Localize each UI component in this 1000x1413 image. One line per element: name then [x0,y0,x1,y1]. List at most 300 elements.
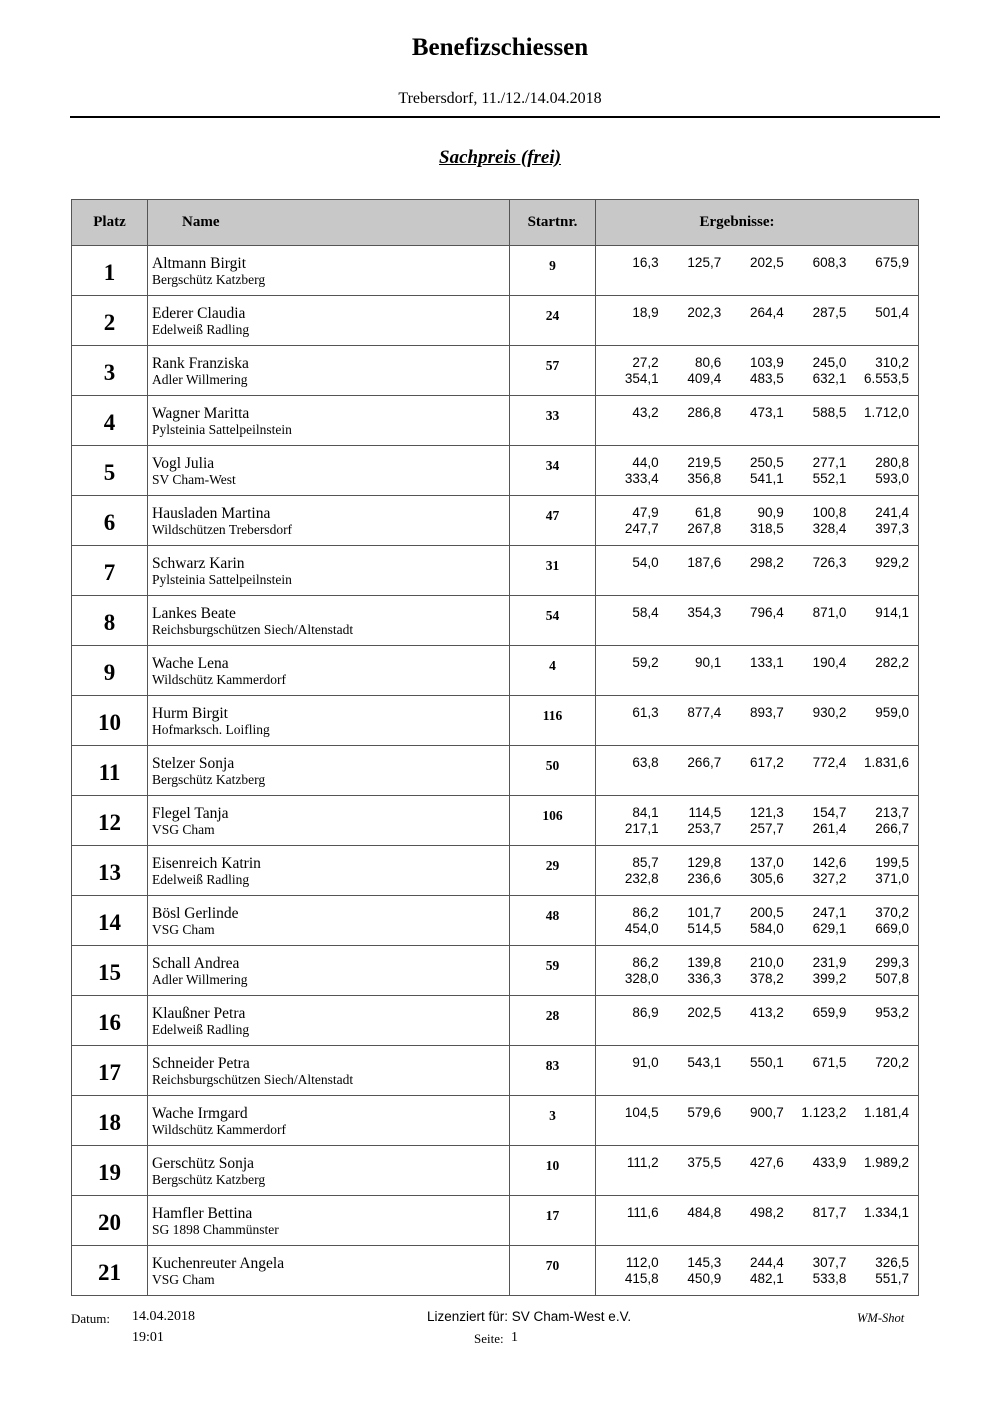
name-cell [148,1046,510,1096]
name-cell [148,996,510,1046]
table-row [72,246,919,296]
results-line [596,521,918,537]
results-line [596,655,918,671]
name-cell [148,796,510,846]
result-value: 593,0 [875,471,909,486]
footer-license: Lizenziert für: SV Cham-West e.V. [427,1309,632,1324]
result-value: 726,3 [812,555,847,570]
rank-cell: 18 [72,1096,148,1146]
rank-cell: 4 [72,396,148,446]
result-value: 871,0 [812,605,847,620]
shooter-name: Vogl Julia [152,455,215,472]
rank-cell: 6 [72,496,148,546]
result-value: 267,8 [687,521,722,536]
table-row [72,646,919,696]
shooter-name: Hausladen Martina [152,505,271,522]
results-line [596,855,918,871]
result-value: 632,1 [812,371,847,386]
results-cell [596,946,919,996]
name-cell [148,946,510,996]
footer-date: 14.04.2018 [132,1309,195,1324]
result-value: 328,4 [812,521,847,536]
club-name: Reichsburgschützen Siech/Altenstadt [152,622,354,637]
result-value: 328,0 [624,971,659,986]
club-name: Adler Willmering [152,972,248,987]
table-row [72,396,919,446]
table-row [72,296,919,346]
result-value: 953,2 [875,1005,909,1020]
shooter-name: Flegel Tanja [152,805,229,822]
results-line [596,705,918,721]
start-number-cell: 28 [510,996,596,1046]
rank-cell: 10 [72,696,148,746]
result-value: 336,3 [687,971,722,986]
result-value: 43,2 [632,405,659,420]
result-value: 199,5 [875,855,909,870]
results-line [596,1055,918,1071]
result-value: 551,7 [875,1271,909,1286]
result-value: 501,4 [875,305,909,320]
table-row [72,896,919,946]
result-value: 552,1 [812,471,847,486]
result-value: 629,1 [812,921,847,936]
results-cell [596,646,919,696]
results-line [596,555,918,571]
table-row [72,846,919,896]
result-value: 399,2 [812,971,847,986]
name-cell [148,1196,510,1246]
result-value: 187,6 [687,555,722,570]
result-value: 541,1 [750,471,784,486]
rank-cell: 8 [72,596,148,646]
name-cell [148,746,510,796]
start-number-cell: 106 [510,796,596,846]
name-cell [148,246,510,296]
section-title: Sachpreis (frei) [439,147,561,168]
rank-cell: 3 [72,346,148,396]
results-line [596,505,918,521]
name-cell [148,596,510,646]
name-cell [148,896,510,946]
results-cell [596,1046,919,1096]
result-value: 326,5 [875,1255,909,1270]
results-cell [596,346,919,396]
result-value: 154,7 [812,805,847,820]
name-cell [148,296,510,346]
result-value: 483,5 [750,371,784,386]
start-number-cell: 50 [510,746,596,796]
result-value: 669,0 [875,921,909,936]
table-row [72,946,919,996]
result-value: 433,9 [812,1155,847,1170]
club-name: Wildschützen Trebersdorf [152,522,293,537]
club-name: Edelweiß Radling [152,872,250,887]
club-name: VSG Cham [152,822,215,837]
results-line [596,971,918,987]
result-value: 231,9 [812,955,847,970]
rank-cell: 11 [72,746,148,796]
club-name: VSG Cham [152,1272,215,1287]
results-table [71,199,919,1296]
shooter-name: Klaußner Petra [152,1005,246,1022]
club-name: Adler Willmering [152,372,248,387]
club-name: SG 1898 Chammünster [152,1222,279,1237]
result-value: 370,2 [875,905,909,920]
shooter-name: Eisenreich Katrin [152,855,261,872]
results-line [596,921,918,937]
table-row [72,1096,919,1146]
result-value: 210,0 [750,955,784,970]
result-value: 877,4 [687,705,722,720]
result-value: 202,3 [687,305,722,320]
club-name: Bergschütz Katzberg [152,1172,266,1187]
footer-software: WM-Shot [857,1311,905,1325]
result-value: 482,1 [750,1271,784,1286]
result-value: 397,3 [875,521,909,536]
result-value: 817,7 [812,1205,847,1220]
result-value: 190,4 [812,655,847,670]
result-value: 310,2 [875,355,909,370]
result-value: 305,6 [750,871,784,886]
result-value: 409,4 [687,371,722,386]
result-value: 145,3 [687,1255,722,1270]
result-value: 245,0 [812,355,847,370]
result-value: 287,5 [812,305,847,320]
results-cell [596,746,919,796]
header-divider [70,116,940,118]
club-name: Pylsteinia Sattelpeilnstein [152,572,292,587]
result-value: 86,2 [632,905,659,920]
results-cell [596,696,919,746]
club-name: Edelweiß Radling [152,322,250,337]
name-cell [148,846,510,896]
shooter-name: Schneider Petra [152,1055,250,1072]
start-number-cell: 9 [510,246,596,296]
result-value: 16,3 [632,255,659,270]
start-number-cell: 31 [510,546,596,596]
result-value: 232,8 [624,871,659,886]
results-cell [596,1096,919,1146]
start-number-cell: 48 [510,896,596,946]
result-value: 112,0 [625,1255,659,1270]
result-value: 247,7 [624,521,659,536]
results-cell [596,896,919,946]
result-value: 18,9 [632,305,659,320]
results-cell [596,1196,919,1246]
start-number-cell: 54 [510,596,596,646]
result-value: 1.123,2 [801,1105,847,1120]
result-value: 142,6 [812,855,847,870]
result-value: 1.989,2 [863,1155,909,1170]
result-value: 129,8 [687,855,722,870]
result-value: 507,8 [875,971,909,986]
table-row [72,346,919,396]
result-value: 257,7 [750,821,784,836]
result-value: 61,8 [694,505,722,520]
result-value: 80,6 [694,355,722,370]
rank-cell: 15 [72,946,148,996]
result-value: 796,4 [750,605,784,620]
result-value: 484,8 [687,1205,722,1220]
result-value: 125,7 [687,255,722,270]
result-value: 356,8 [687,471,722,486]
table-row [72,1246,919,1296]
result-value: 415,8 [624,1271,659,1286]
result-value: 86,2 [632,955,659,970]
results-line [596,955,918,971]
rank-cell: 9 [72,646,148,696]
result-value: 659,9 [812,1005,847,1020]
result-value: 675,9 [875,255,909,270]
result-value: 1.181,4 [863,1105,909,1120]
results-line [596,821,918,837]
start-number-cell: 29 [510,846,596,896]
table-row [72,996,919,1046]
document-title: Benefizschiessen [411,34,589,61]
results-cell [596,1146,919,1196]
name-cell [148,396,510,446]
rank-cell: 20 [72,1196,148,1246]
start-number-cell: 33 [510,396,596,446]
result-value: 299,3 [875,955,909,970]
result-value: 277,1 [812,455,847,470]
result-value: 354,1 [624,371,659,386]
results-line [596,871,918,887]
name-cell [148,696,510,746]
result-value: 286,8 [687,405,722,420]
rank-cell: 2 [72,296,148,346]
table-row [72,1196,919,1246]
rank-cell: 7 [72,546,148,596]
rank-cell: 5 [72,446,148,496]
shooter-name: Wache Lena [152,655,229,672]
club-name: Pylsteinia Sattelpeilnstein [152,422,292,437]
result-value: 247,1 [812,905,847,920]
name-cell [148,546,510,596]
results-line [596,355,918,371]
result-value: 914,1 [875,605,909,620]
results-line [596,755,918,771]
column-header-startnr: Startnr. [510,200,596,246]
result-value: 282,2 [875,655,909,670]
table-row [72,446,919,496]
result-value: 90,9 [757,505,784,520]
club-name: SV Cham-West [152,472,236,487]
result-value: 1.334,1 [863,1205,909,1220]
rank-cell: 12 [72,796,148,846]
club-name: Wildschütz Kammerdorf [152,1122,287,1137]
result-value: 236,6 [687,871,722,886]
result-value: 900,7 [750,1105,784,1120]
result-value: 101,7 [687,905,722,920]
document-subtitle: Trebersdorf, 11./12./14.04.2018 [398,90,602,107]
result-value: 298,2 [750,555,784,570]
result-value: 514,5 [687,921,722,936]
start-number-cell: 34 [510,446,596,496]
result-value: 454,0 [624,921,659,936]
result-value: 219,5 [687,455,722,470]
result-value: 427,6 [750,1155,784,1170]
result-value: 533,8 [812,1271,847,1286]
results-cell [596,546,919,596]
shooter-name: Wache Irmgard [152,1105,248,1122]
result-value: 266,7 [687,755,722,770]
shooter-name: Schall Andrea [152,955,240,972]
club-name: VSG Cham [152,922,215,937]
start-number-cell: 17 [510,1196,596,1246]
result-value: 1.712,0 [863,405,909,420]
result-value: 318,5 [750,521,784,536]
result-value: 86,9 [632,1005,659,1020]
result-value: 354,3 [687,605,722,620]
result-value: 543,1 [687,1055,722,1070]
footer-page-number: 1 [511,1330,518,1345]
result-value: 47,9 [632,505,659,520]
shooter-name: Hamfler Bettina [152,1205,253,1222]
column-header-name: Name [148,200,510,246]
result-value: 261,4 [812,821,847,836]
result-value: 1.831,6 [863,755,909,770]
shooter-name: Kuchenreuter Angela [152,1255,285,1272]
result-value: 90,1 [694,655,722,670]
results-cell [596,246,919,296]
results-line [596,605,918,621]
column-header-ergebnisse: Ergebnisse: [596,200,919,246]
results-cell [596,796,919,846]
result-value: 929,2 [875,555,909,570]
result-value: 327,2 [812,871,847,886]
start-number-cell: 70 [510,1246,596,1296]
result-value: 121,3 [750,805,784,820]
results-line [596,905,918,921]
table-row [72,1046,919,1096]
result-value: 959,0 [875,705,909,720]
result-value: 250,5 [750,455,784,470]
table-row [72,1146,919,1196]
result-value: 671,5 [812,1055,847,1070]
results-line [596,1105,918,1121]
result-value: 58,4 [632,605,659,620]
name-cell [148,446,510,496]
result-value: 27,2 [632,355,659,370]
start-number-cell: 59 [510,946,596,996]
rank-cell: 14 [72,896,148,946]
results-line [596,305,918,321]
club-name: Reichsburgschützen Siech/Altenstadt [152,1072,354,1087]
result-value: 930,2 [812,705,847,720]
result-value: 44,0 [632,455,659,470]
shooter-name: Hurm Birgit [152,705,228,722]
result-value: 550,1 [750,1055,784,1070]
result-value: 280,8 [875,455,909,470]
result-value: 375,5 [687,1155,722,1170]
result-value: 473,1 [750,405,784,420]
result-value: 139,8 [687,955,722,970]
result-value: 450,9 [687,1271,722,1286]
shooter-name: Wagner Maritta [152,405,250,422]
result-value: 103,9 [750,355,784,370]
results-cell [596,996,919,1046]
name-cell [148,1246,510,1296]
results-line [596,371,918,387]
result-value: 91,0 [632,1055,659,1070]
results-line [596,1255,918,1271]
result-value: 371,0 [875,871,909,886]
rank-cell: 16 [72,996,148,1046]
start-number-cell: 3 [510,1096,596,1146]
footer-datum-label: Datum: [71,1311,110,1326]
result-value: 264,4 [750,305,784,320]
name-cell [148,1146,510,1196]
results-line [596,1205,918,1221]
result-value: 137,0 [750,855,784,870]
result-value: 588,5 [812,405,847,420]
result-value: 720,2 [875,1055,909,1070]
name-cell [148,346,510,396]
result-value: 307,7 [812,1255,847,1270]
start-number-cell: 83 [510,1046,596,1096]
result-value: 579,6 [687,1105,722,1120]
result-value: 6.553,5 [863,371,909,386]
results-line [596,805,918,821]
shooter-name: Schwarz Karin [152,555,245,572]
result-value: 202,5 [750,255,784,270]
name-cell [148,1096,510,1146]
table-row [72,496,919,546]
result-value: 200,5 [750,905,784,920]
result-value: 61,3 [632,705,659,720]
rank-cell: 1 [72,246,148,296]
club-name: Hofmarksch. Loifling [152,722,270,737]
result-value: 54,0 [632,555,659,570]
shooter-name: Altmann Birgit [152,255,247,272]
results-cell [596,396,919,446]
table-row [72,546,919,596]
table-row [72,746,919,796]
results-line [596,1005,918,1021]
result-value: 893,7 [750,705,784,720]
result-value: 333,4 [624,471,659,486]
column-header-platz: Platz [72,200,148,246]
table-header-row [72,200,919,246]
shooter-name: Rank Franziska [152,355,249,372]
club-name: Bergschütz Katzberg [152,772,266,787]
results-line [596,471,918,487]
results-line [596,255,918,271]
start-number-cell: 116 [510,696,596,746]
result-value: 584,0 [750,921,784,936]
result-value: 378,2 [750,971,784,986]
result-value: 266,7 [875,821,909,836]
result-value: 617,2 [750,755,784,770]
result-value: 202,5 [687,1005,722,1020]
club-name: Bergschütz Katzberg [152,272,266,287]
result-value: 772,4 [812,755,847,770]
result-value: 253,7 [687,821,722,836]
result-value: 413,2 [750,1005,784,1020]
rank-cell: 21 [72,1246,148,1296]
result-value: 608,3 [812,255,847,270]
footer-page-label: Seite: [474,1331,504,1346]
result-value: 244,4 [750,1255,784,1270]
club-name: Edelweiß Radling [152,1022,250,1037]
result-value: 114,5 [688,805,722,820]
result-value: 104,5 [624,1105,659,1120]
result-value: 84,1 [632,805,659,820]
shooter-name: Bösl Gerlinde [152,905,239,922]
results-line [596,1155,918,1171]
result-value: 111,2 [626,1155,659,1170]
